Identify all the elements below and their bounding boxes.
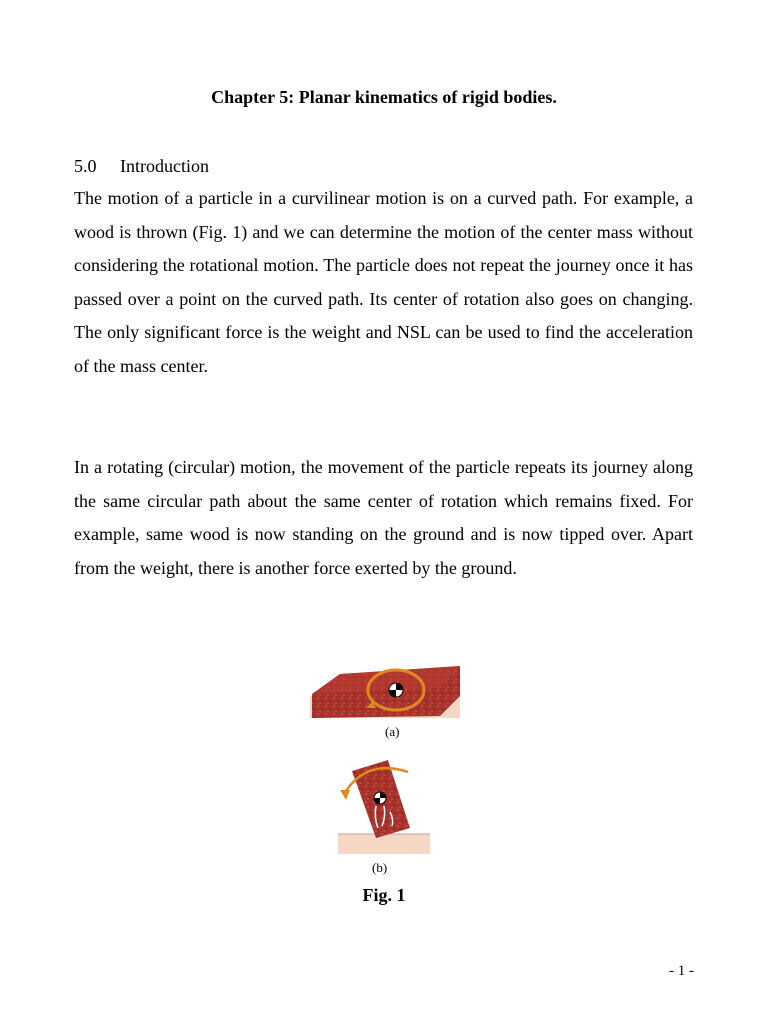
chapter-title: Chapter 5: Planar kinematics of rigid bodies.	[211, 87, 557, 107]
figure-1	[300, 656, 470, 876]
page-number: - 1 -	[669, 963, 694, 979]
paragraph-curvilinear: The motion of a particle in a curvilinear motion is on a curved path. For example, a wood is thrown (Fig. 1) and we can determine the motion of the center mass without considering the rotational motion. The particle does not repeat the journey once it has passed over a point on the curved path. Its center of rotation also goes on changing. The only significant force is the weight and NSL can be used to find the acceleration of the mass center.	[74, 188, 693, 376]
sublabel-b: (b)	[372, 860, 388, 875]
figure-b	[338, 760, 430, 875]
paragraph-rotating: In a rotating (circular) motion, the movement of the particle repeats its journey along the same circular path about the same center of rotation which remains fixed. For example, same wood is now standing on the ground and is now tipped over. Apart from the weight, there is another force exerted by the ground.	[74, 457, 693, 578]
figure-illustration	[300, 656, 470, 876]
figure-caption: Fig. 1	[362, 885, 406, 905]
sublabel-a: (a)	[385, 724, 400, 739]
section-heading	[74, 155, 209, 177]
ground-b	[338, 834, 430, 854]
section-number: 5.0	[74, 156, 97, 176]
figure-a	[310, 666, 460, 739]
section-title: Introduction	[120, 156, 209, 176]
